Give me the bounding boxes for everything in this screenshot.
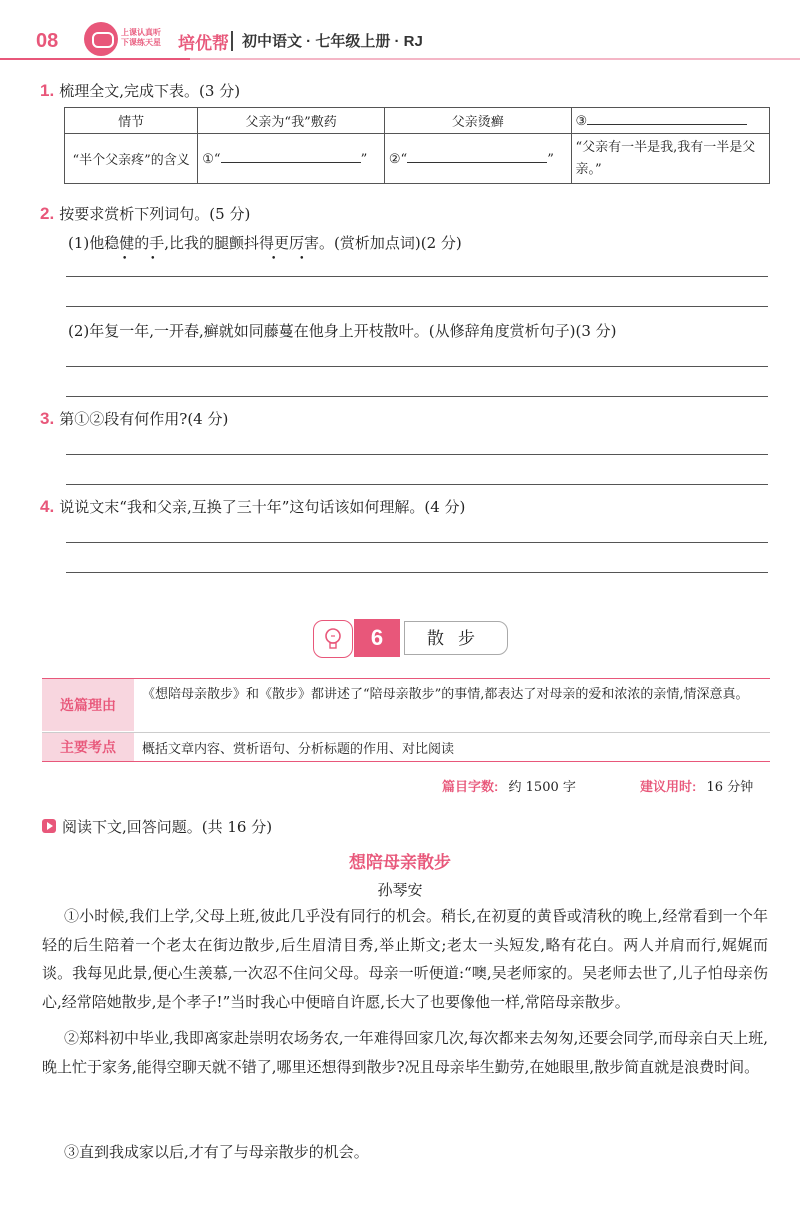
sub-question-1: (1)他稳健的手,比我的腿颤抖得更厉害。(赏析加点词)(2 分) [68, 234, 462, 252]
answer-line[interactable] [66, 454, 768, 455]
question-text: 第①②段有何作用?(4 分) [59, 410, 229, 428]
answer-line[interactable] [66, 484, 768, 485]
table-answer-cell: ①“ ” [198, 134, 385, 184]
header-divider [231, 31, 233, 51]
question-text: 梳理全文,完成下表。(3 分) [59, 82, 241, 100]
plot-table [64, 107, 770, 184]
question-number: 2. [40, 204, 55, 223]
answer-line[interactable] [66, 276, 768, 277]
page-number: 08 [36, 30, 59, 52]
passage-author: 孙琴安 [377, 881, 423, 899]
passage-paragraph: ③直到我成家以后,才有了与母亲散步的机会。 [64, 1143, 369, 1161]
table-header-cell: 父亲烫癣 [384, 108, 571, 134]
table-row-label: “半个父亲疼”的含义 [65, 134, 198, 184]
brand-slogan: 上课认真听 下课练天星 [121, 28, 161, 47]
answer-line[interactable] [66, 306, 768, 307]
answer-line[interactable] [66, 396, 768, 397]
suggested-time: 建议用时: 16 分钟 [640, 779, 754, 795]
brand-logo-icon [84, 22, 118, 56]
lesson-title: 散步 [404, 621, 508, 655]
question-number: 3. [40, 409, 55, 428]
question-4 [40, 496, 465, 517]
lesson-info-box [42, 678, 770, 762]
brand-name: 培优帮 [178, 34, 229, 53]
question-text: 说说文末“我和父亲,互换了三十年”这句话该如何理解。(4 分) [59, 498, 466, 516]
passage-title: 想陪母亲散步 [349, 853, 451, 872]
header-rule [0, 58, 800, 60]
question-1 [40, 80, 240, 101]
emphasis-dots: • • [122, 254, 166, 264]
answer-line[interactable] [66, 572, 768, 573]
reason-text: 《想陪母亲散步》和《散步》都讲述了“陪母亲散步”的事情,都表达了对母亲的爱和浓浓的亲情,情深意真。 [142, 687, 749, 702]
table-header-cell: 情节 [65, 108, 198, 134]
lesson-number: 6 [354, 619, 400, 657]
points-text: 概括文章内容、赏析语句、分析标题的作用、对比阅读 [142, 742, 455, 757]
table-answer-cell: ③ [571, 108, 769, 134]
question-number: 1. [40, 81, 55, 100]
play-marker-icon [42, 819, 56, 833]
lightbulb-icon [313, 620, 353, 658]
question-3 [40, 408, 228, 429]
sub-question-2: (2)年复一年,一开春,癣就如同藤蔓在他身上开枝散叶。(从修辞角度赏析句子)(3 分) [68, 322, 617, 340]
table-answer-cell: ②“ ” [384, 134, 571, 184]
table-text-cell: “父亲有一半是我,我有一半是父亲。” [571, 134, 769, 184]
emphasis-dots: • • [271, 254, 315, 264]
passage-paragraph: ①小时候,我们上学,父母上班,彼此几乎没有同行的机会。稍长,在初夏的黄昏或清秋的晚上,经常看到一个年轻的后生陪着一个老太在街边散步,后生眉清目秀,举止斯文;老太一头短发,略有花白。两人并肩而行,娓娓而谈。我每见此景,便心生羡慕,一次忍不住问父母。母亲一听便道:“噢,吴老师家的。吴老师去世了,儿子怕母亲伤心,经常陪她散步,是个孝子!”当时我心中便暗自许愿,长大了也要像他一样,常陪母亲散步。 [42, 907, 768, 1011]
question-2 [40, 203, 250, 224]
book-title: 初中语文 · 七年级上册 · RJ [242, 33, 423, 50]
word-count: 篇目字数: 约 1500 字 [442, 779, 576, 795]
passage-paragraph: ②郑料初中毕业,我即离家赴崇明农场务农,一年难得回家几次,每次都来去匆匆,还要会同学,而母亲白天上班,晚上忙于家务,能得空聊天就不错了,哪里还想得到散步?况且母亲毕生勤劳,在她眼里,散步简直就是浪费时间。 [42, 1029, 768, 1076]
reason-label: 选篇理由 [42, 679, 134, 731]
table-header-cell: 父亲为“我”敷药 [198, 108, 385, 134]
answer-line[interactable] [66, 366, 768, 367]
answer-line[interactable] [66, 542, 768, 543]
question-number: 4. [40, 497, 55, 516]
points-label: 主要考点 [42, 733, 134, 761]
reading-instruction: 阅读下文,回答问题。(共 16 分) [62, 818, 273, 836]
question-text: 按要求赏析下列词句。(5 分) [59, 205, 251, 223]
